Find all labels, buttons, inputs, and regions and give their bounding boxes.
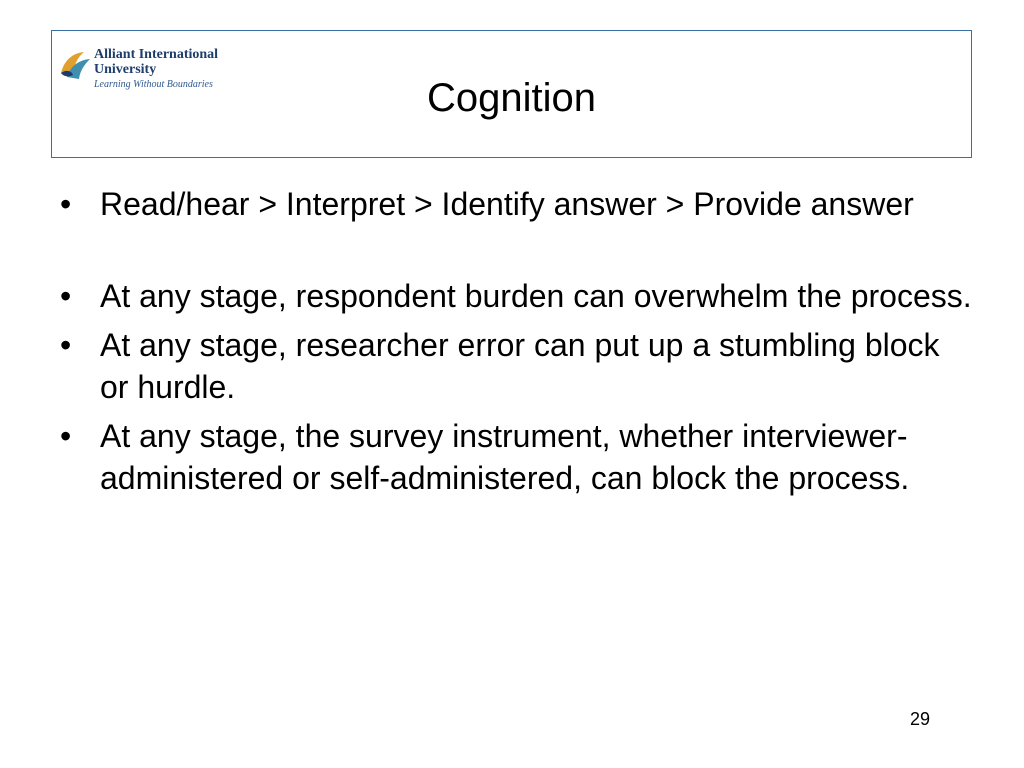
bullet-marker: • [60, 186, 72, 222]
bullet-text: At any stage, researcher error can put up a stumbling block or hurdle. [100, 327, 940, 405]
bullet-marker: • [60, 327, 72, 363]
logo-name-line1: Alliant International [94, 47, 219, 62]
title-box [51, 30, 972, 158]
slide-title: Cognition [426, 76, 596, 120]
bullet-item [56, 183, 976, 225]
bullet-text: At any stage, respondent burden can overwhelm the process. [100, 278, 972, 314]
bullet-text: Read/hear > Interpret > Identify answer > Provide answer [100, 186, 914, 222]
bullet-item [56, 415, 976, 499]
bullet-item [56, 324, 976, 408]
logo-name-line2: University [94, 62, 157, 77]
bullet-text: At any stage, the survey instrument, whether interviewer-administered or self-administered, can block the process. [100, 418, 910, 496]
bullet-marker: • [60, 418, 72, 454]
logo-tagline: Learning Without Boundaries [94, 79, 213, 90]
page-number: 29 [909, 709, 931, 729]
bullet-marker: • [60, 278, 72, 314]
bullet-list [56, 183, 976, 506]
bullet-item [56, 275, 976, 317]
